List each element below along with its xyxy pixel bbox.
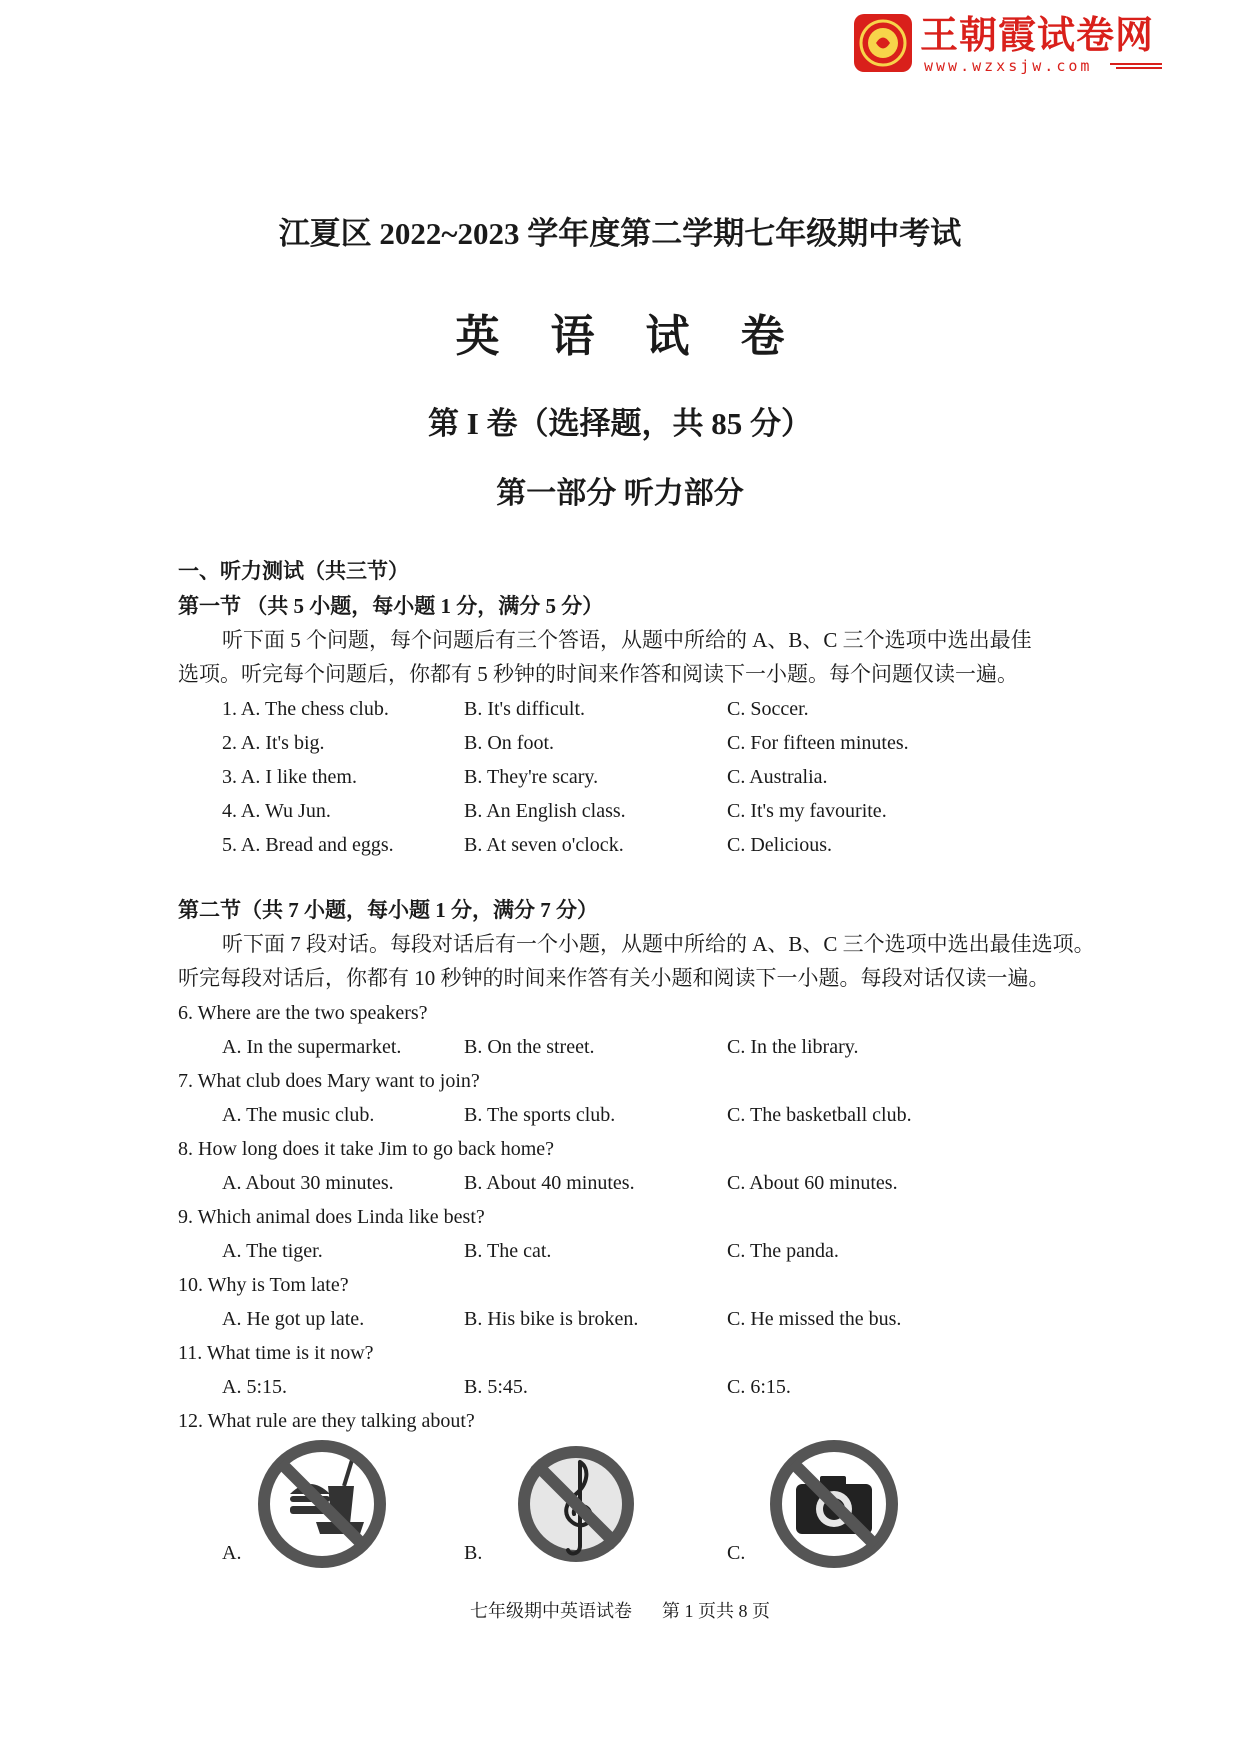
- option-c: C. In the library.: [727, 1036, 859, 1058]
- option-c: C. For fifteen minutes.: [727, 732, 909, 754]
- option-c: C. Soccer.: [727, 698, 809, 720]
- page-footer: [470, 1597, 800, 1623]
- option-a: 5. A. Bread and eggs.: [222, 834, 394, 856]
- option-c: C. It's my favourite.: [727, 800, 887, 822]
- section1-instruction: 选项。听完每个问题后，你都有 5 秒钟的时间来作答和阅读下一小题。每个问题仅读一遍。: [178, 662, 1018, 686]
- option-a: A. 5:15.: [222, 1376, 287, 1398]
- question-text: 9. Which animal does Linda like best?: [178, 1206, 485, 1228]
- picture-label-c: C.: [727, 1542, 746, 1564]
- site-logo: [852, 12, 1162, 76]
- footer-page-number: 第 1 页共 8 页: [662, 1601, 770, 1621]
- option-b: B. On foot.: [464, 732, 554, 754]
- no-food-icon: [256, 1438, 388, 1570]
- logo-decoration: [1110, 62, 1162, 72]
- question-text: 11. What time is it now?: [178, 1342, 374, 1364]
- option-a: A. About 30 minutes.: [222, 1172, 394, 1194]
- option-b: B. The cat.: [464, 1240, 552, 1262]
- section2-instruction: 听下面 7 段对话。每段对话后有一个小题，从题中所给的 A、B、C 三个选项中选出最佳选项。: [222, 932, 1095, 956]
- option-a: A. He got up late.: [222, 1308, 365, 1330]
- option-b: B. His bike is broken.: [464, 1308, 639, 1330]
- subject-title: 英 语 试 卷: [455, 312, 805, 361]
- no-music-icon: [510, 1438, 642, 1570]
- option-b: B. The sports club.: [464, 1104, 616, 1126]
- section2-instruction: 听完每段对话后，你都有 10 秒钟的时间来作答有关小题和阅读下一小题。每段对话仅读一遍。: [178, 966, 1050, 990]
- option-c: C. About 60 minutes.: [727, 1172, 898, 1194]
- option-b: B. At seven o'clock.: [464, 834, 624, 856]
- option-c: C. 6:15.: [727, 1376, 791, 1398]
- section2-heading: 第二节（共 7 小题，每小题 1 分，满分 7 分）: [178, 898, 598, 922]
- picture-label-a: A.: [222, 1542, 242, 1564]
- option-c: C. Delicious.: [727, 834, 832, 856]
- logo-brand-text: 王朝霞试卷网: [920, 13, 1155, 57]
- option-a: A. The tiger.: [222, 1240, 323, 1262]
- option-a: 3. A. I like them.: [222, 766, 357, 788]
- footer-doc-name: 七年级期中英语试卷: [470, 1601, 632, 1621]
- option-c: C. Australia.: [727, 766, 828, 788]
- option-b: B. They're scary.: [464, 766, 599, 788]
- part-title: 第一部分 听力部分: [496, 477, 744, 510]
- option-b: B. It's difficult.: [464, 698, 586, 720]
- option-b: B. On the street.: [464, 1036, 595, 1058]
- seal-icon: [852, 12, 914, 74]
- option-b: B. About 40 minutes.: [464, 1172, 635, 1194]
- option-c: C. The panda.: [727, 1240, 839, 1262]
- question-text: 6. Where are the two speakers?: [178, 1002, 428, 1024]
- option-a: 1. A. The chess club.: [222, 698, 389, 720]
- question-text: 10. Why is Tom late?: [178, 1274, 349, 1296]
- exam-title: 江夏区 2022~2023 学年度第二学期七年级期中考试: [278, 216, 962, 251]
- option-c: C. The basketball club.: [727, 1104, 912, 1126]
- logo-url: www.wzxsjw.com: [924, 57, 1093, 75]
- question-text: 7. What club does Mary want to join?: [178, 1070, 480, 1092]
- volume-title: 第 I 卷（选择题，共 85 分）: [427, 406, 813, 441]
- question-text: 12. What rule are they talking about?: [178, 1410, 475, 1432]
- option-a: 2. A. It's big.: [222, 732, 325, 754]
- option-b: B. 5:45.: [464, 1376, 528, 1398]
- option-a: A. The music club.: [222, 1104, 375, 1126]
- section-main-heading: 一、听力测试（共三节）: [178, 559, 409, 583]
- section1-instruction: 听下面 5 个问题，每个问题后有三个答语，从题中所给的 A、B、C 三个选项中选出最佳: [222, 628, 1032, 652]
- option-b: B. An English class.: [464, 800, 626, 822]
- no-camera-icon: [768, 1438, 900, 1570]
- picture-label-b: B.: [464, 1542, 483, 1564]
- option-a: A. In the supermarket.: [222, 1036, 402, 1058]
- option-c: C. He missed the bus.: [727, 1308, 902, 1330]
- question-text: 8. How long does it take Jim to go back home?: [178, 1138, 555, 1160]
- option-a: 4. A. Wu Jun.: [222, 800, 331, 822]
- section1-heading: 第一节 （共 5 小题，每小题 1 分，满分 5 分）: [178, 594, 604, 618]
